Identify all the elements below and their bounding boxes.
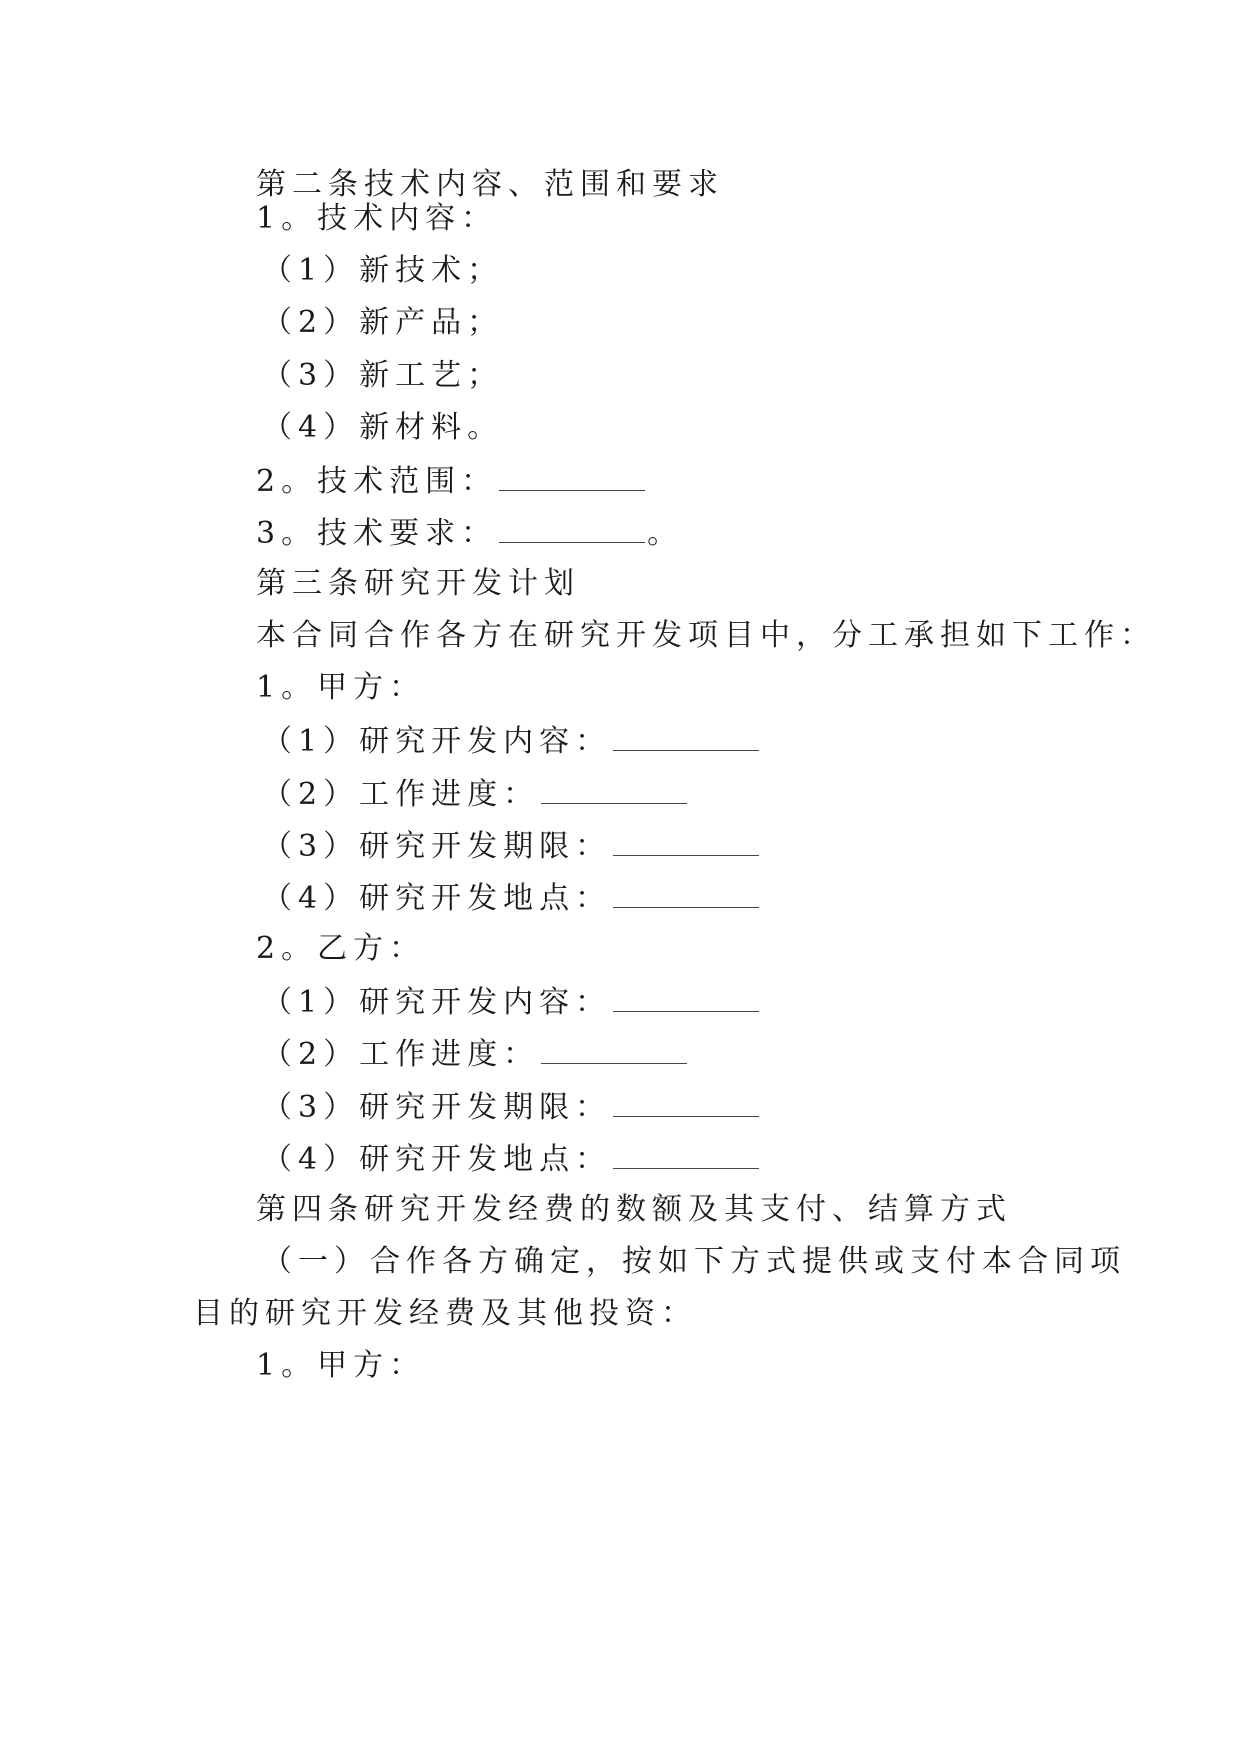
article-3-heading: 第三条研究开发计划 — [256, 566, 580, 601]
list-item: 1。甲方： — [256, 670, 426, 705]
fill-in-blank[interactable] — [613, 1086, 759, 1117]
article-2-heading: 第二条技术内容、范围和要求 — [256, 167, 724, 202]
list-item: 2。技术范围： — [256, 460, 647, 500]
fill-in-blank[interactable] — [613, 981, 759, 1012]
fill-in-blank[interactable] — [613, 1138, 759, 1169]
list-item: （4）研究开发地点： — [262, 1138, 761, 1178]
list-item: 1。甲方： — [256, 1348, 426, 1383]
list-item: （3）新工艺； — [262, 358, 504, 393]
list-item: （2）工作进度： — [262, 1033, 689, 1073]
paragraph: （一）合作各方确定，按如下方式提供或支付本合同项 — [262, 1244, 1126, 1279]
list-item: （2）新产品； — [262, 305, 504, 340]
fill-in-blank[interactable] — [541, 1033, 687, 1064]
fill-in-blank[interactable] — [613, 720, 759, 751]
list-item: （1）新技术； — [262, 253, 504, 288]
list-item: （4）研究开发地点： — [262, 877, 761, 917]
list-item: （2）工作进度： — [262, 773, 689, 813]
list-item: （3）研究开发期限： — [262, 825, 761, 865]
fill-in-blank[interactable] — [499, 460, 645, 491]
fill-in-blank[interactable] — [541, 773, 687, 804]
paragraph-continuation: 目的研究开发经费及其他投资： — [193, 1296, 697, 1331]
list-item: （1）研究开发内容： — [262, 981, 761, 1021]
paragraph: 本合同合作各方在研究开发项目中，分工承担如下工作： — [256, 618, 1156, 653]
fill-in-blank[interactable] — [613, 877, 759, 908]
fill-in-blank[interactable] — [613, 825, 759, 856]
list-item: （1）研究开发内容： — [262, 720, 761, 760]
list-item: 2。乙方： — [256, 931, 426, 966]
article-4-heading: 第四条研究开发经费的数额及其支付、结算方式 — [256, 1192, 1012, 1227]
list-item: （4）新材料。 — [262, 410, 504, 445]
fill-in-blank[interactable] — [499, 512, 645, 543]
list-item: （3）研究开发期限： — [262, 1086, 761, 1126]
list-item: 3。技术要求： 。 — [256, 512, 683, 552]
list-item: 1。技术内容： — [256, 201, 498, 236]
